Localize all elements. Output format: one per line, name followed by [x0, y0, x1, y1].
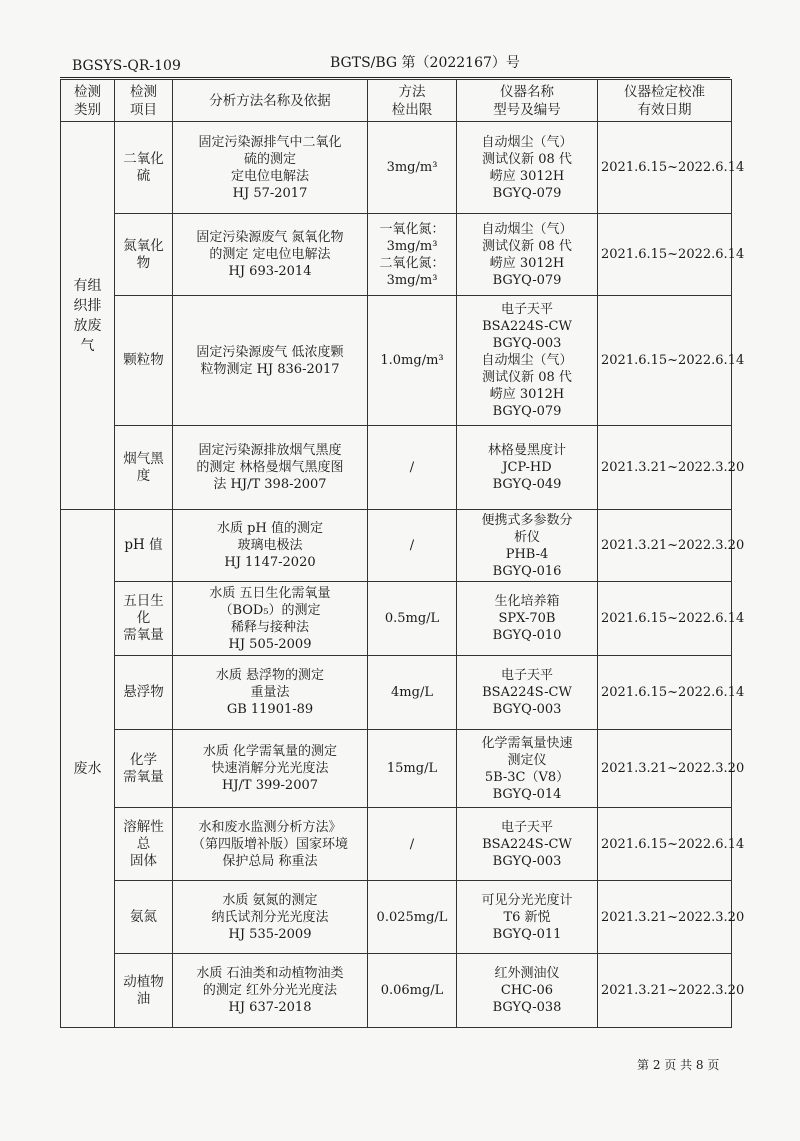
table-row [61, 510, 732, 582]
item-cell: 颗粒物 [115, 296, 173, 426]
instrument-cell: 电子天平 BSA224S-CW BGYQ-003 [457, 656, 598, 730]
date-cell: 2021.3.21~2022.3.20 [598, 730, 732, 808]
method-cell: 固定污染源废气 氮氧化物 的测定 定电位电解法 HJ 693-2014 [173, 214, 368, 296]
date-cell: 2021.3.21~2022.3.20 [598, 881, 732, 954]
category-gas: 有组 织排 放废 气 [61, 122, 115, 510]
table-row [61, 881, 732, 954]
instrument-cell: 电子天平 BSA224S-CW BGYQ-003 自动烟尘（气） 测试仪新 08 代 崂应 3012H BGYQ-079 [457, 296, 598, 426]
date-cell: 2021.6.15~2022.6.14 [598, 808, 732, 881]
item-cell: 二氧化硫 [115, 122, 173, 214]
limit-cell: / [368, 510, 457, 582]
col-header-item: 检测 项目 [115, 80, 173, 122]
col-header-instrument: 仪器名称 型号及编号 [457, 80, 598, 122]
limit-cell: 0.025mg/L [368, 881, 457, 954]
header-divider [60, 77, 730, 78]
date-cell: 2021.6.15~2022.6.14 [598, 656, 732, 730]
item-cell: pH 值 [115, 510, 173, 582]
col-header-date: 仪器检定校准 有效日期 [598, 80, 732, 122]
limit-cell: / [368, 808, 457, 881]
doc-code: BGSYS-QR-109 [72, 58, 181, 74]
instrument-cell: 化学需氧量快速 测定仪 5B-3C（V8） BGYQ-014 [457, 730, 598, 808]
col-header-category: 检测 类别 [61, 80, 115, 122]
category-water: 废水 [61, 510, 115, 1028]
date-cell: 2021.6.15~2022.6.14 [598, 582, 732, 656]
table-row [61, 954, 732, 1028]
date-cell: 2021.6.15~2022.6.14 [598, 122, 732, 214]
table-row [61, 808, 732, 881]
report-number: BGTS/BG 第（2022167）号 [330, 55, 520, 71]
date-cell: 2021.3.21~2022.3.20 [598, 954, 732, 1028]
limit-cell: 4mg/L [368, 656, 457, 730]
instrument-cell: 自动烟尘（气） 测试仪新 08 代 崂应 3012H BGYQ-079 [457, 214, 598, 296]
table-header-row [61, 80, 732, 122]
table-row [61, 656, 732, 730]
item-cell: 悬浮物 [115, 656, 173, 730]
limit-cell: 3mg/m³ [368, 122, 457, 214]
limit-cell: 1.0mg/m³ [368, 296, 457, 426]
date-cell: 2021.3.21~2022.3.20 [598, 510, 732, 582]
method-cell: 水质 pH 值的测定 玻璃电极法 HJ 1147-2020 [173, 510, 368, 582]
instrument-cell: 自动烟尘（气） 测试仪新 08 代 崂应 3012H BGYQ-079 [457, 122, 598, 214]
item-cell: 五日生化 需氧量 [115, 582, 173, 656]
col-header-limit: 方法 检出限 [368, 80, 457, 122]
method-cell: 固定污染源排放烟气黑度 的测定 林格曼烟气黑度图 法 HJ/T 398-2007 [173, 426, 368, 510]
item-cell: 氮氧化物 [115, 214, 173, 296]
instrument-cell: 生化培养箱 SPX-70B BGYQ-010 [457, 582, 598, 656]
method-cell: 水质 五日生化需氧量 （BOD₅）的测定 稀释与接种法 HJ 505-2009 [173, 582, 368, 656]
limit-cell: 15mg/L [368, 730, 457, 808]
table-row [61, 122, 732, 214]
method-cell: 水质 悬浮物的测定 重量法 GB 11901-89 [173, 656, 368, 730]
limit-cell: / [368, 426, 457, 510]
instrument-cell: 电子天平 BSA224S-CW BGYQ-003 [457, 808, 598, 881]
item-cell: 溶解性总 固体 [115, 808, 173, 881]
instrument-cell: 可见分光光度计 T6 新悦 BGYQ-011 [457, 881, 598, 954]
table-row [61, 582, 732, 656]
method-cell: 水质 石油类和动植物油类 的测定 红外分光光度法 HJ 637-2018 [173, 954, 368, 1028]
method-cell: 水和废水监测分析方法》 （第四版增补版）国家环境 保护总局 称重法 [173, 808, 368, 881]
date-cell: 2021.6.15~2022.6.14 [598, 214, 732, 296]
limit-cell: 0.5mg/L [368, 582, 457, 656]
item-cell: 化学 需氧量 [115, 730, 173, 808]
test-methods-table [60, 79, 745, 1028]
instrument-cell: 林格曼黑度计 JCP-HD BGYQ-049 [457, 426, 598, 510]
date-cell: 2021.3.21~2022.3.20 [598, 426, 732, 510]
method-cell: 固定污染源废气 低浓度颗 粒物测定 HJ 836-2017 [173, 296, 368, 426]
item-cell: 动植物 油 [115, 954, 173, 1028]
item-cell: 烟气黑度 [115, 426, 173, 510]
date-cell: 2021.6.15~2022.6.14 [598, 296, 732, 426]
instrument-cell: 便携式多参数分 析仪 PHB-4 BGYQ-016 [457, 510, 598, 582]
page-number: 第 2 页 共 8 页 [637, 1058, 720, 1072]
method-cell: 水质 化学需氧量的测定 快速消解分光光度法 HJ/T 399-2007 [173, 730, 368, 808]
col-header-method: 分析方法名称及依据 [173, 80, 368, 122]
instrument-cell: 红外测油仪 CHC-06 BGYQ-038 [457, 954, 598, 1028]
table-row [61, 214, 732, 296]
item-cell: 氨氮 [115, 881, 173, 954]
limit-cell: 一氧化氮： 3mg/m³ 二氧化氮： 3mg/m³ [368, 214, 457, 296]
table-row [61, 730, 732, 808]
table-row [61, 296, 732, 426]
method-cell: 水质 氨氮的测定 纳氏试剂分光光度法 HJ 535-2009 [173, 881, 368, 954]
table-row [61, 426, 732, 510]
method-cell: 固定污染源排气中二氧化 硫的测定 定电位电解法 HJ 57-2017 [173, 122, 368, 214]
limit-cell: 0.06mg/L [368, 954, 457, 1028]
